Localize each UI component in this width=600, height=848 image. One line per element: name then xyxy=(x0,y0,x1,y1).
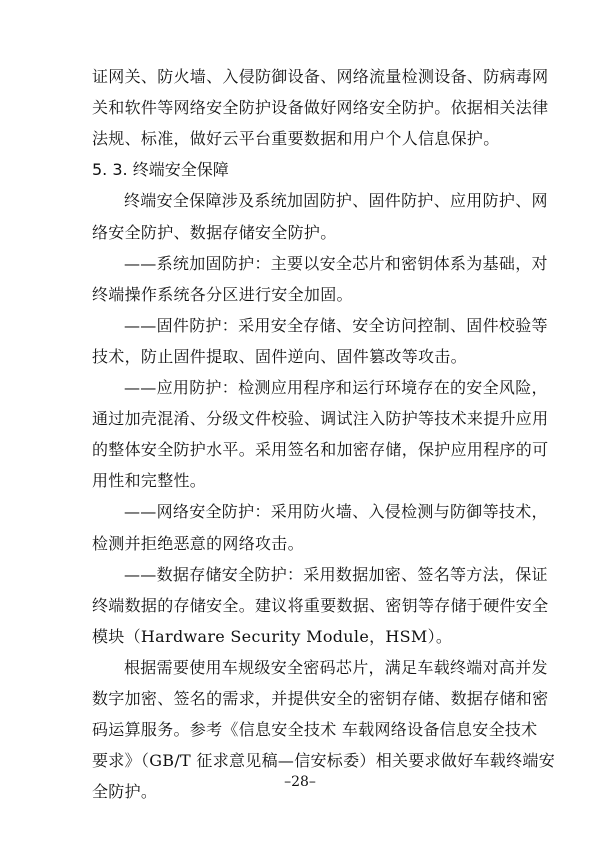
body-line-17: 终端数据的存储安全。建议将重要数据、密钥等存储于硬件安全 xyxy=(92,596,549,615)
body-line-15: 检测并拒绝恶意的网络攻击。 xyxy=(92,534,304,553)
body-line-22: 要求》（GB/T 征求意见稿—信安标委）相关要求做好车载终端安 xyxy=(92,751,555,770)
body-line-4: 终端安全保障涉及系统加固防护、固件防护、应用防护、网 xyxy=(124,191,548,210)
body-line-2: 关和软件等网络安全防护设备做好网络安全防护。依据相关法律 xyxy=(92,98,549,117)
body-line-10: ——应用防护：检测应用程序和运行环境存在的安全风险， xyxy=(124,378,548,397)
body-line-6: ——系统加固防护：主要以安全芯片和密钥体系为基础，对 xyxy=(124,254,548,273)
body-line-23: 全防护。 xyxy=(92,782,158,801)
body-line-7: 终端操作系统各分区进行安全加固。 xyxy=(92,285,353,304)
body-line-1: 证网关、防火墙、入侵防御设备、网络流量检测设备、防病毒网 xyxy=(92,67,549,86)
body-line-16: ——数据存储安全防护：采用数据加密、签名等方法，保证 xyxy=(124,565,548,584)
body-line-8: ——固件防护：采用安全存储、安全访问控制、固件校验等 xyxy=(124,316,548,335)
body-line-20: 数字加密、签名的需求，并提供安全的密钥存储、数据存储和密 xyxy=(92,689,549,708)
body-line-12: 的整体安全防护水平。采用签名和加密存储，保护应用程序的可 xyxy=(92,440,549,459)
body-line-9: 技术，防止固件提取、固件逆向、固件篡改等攻击。 xyxy=(92,347,467,366)
body-line-21: 码运算服务。参考《信息安全技术 车载网络设备信息安全技术 xyxy=(92,720,538,739)
body-line-3: 法规、标准，做好云平台重要数据和用户个人信息保护。 xyxy=(92,129,500,148)
body-line-18: 模块（Hardware Security Module，HSM）。 xyxy=(92,627,453,646)
body-line-14: ——网络安全防护：采用防火墙、入侵检测与防御等技术， xyxy=(124,502,548,521)
section-heading: 5. 3. 终端安全保障 xyxy=(92,160,229,179)
body-line-5: 络安全防护、数据存储安全防护。 xyxy=(92,223,337,242)
body-line-11: 通过加壳混淆、分级文件校验、调试注入防护等技术来提升应用 xyxy=(92,409,549,428)
body-line-13: 用性和完整性。 xyxy=(92,471,207,490)
body-line-19: 根据需要使用车规级安全密码芯片，满足车载终端对高并发 xyxy=(124,658,548,677)
page-number: –28– xyxy=(284,774,316,790)
